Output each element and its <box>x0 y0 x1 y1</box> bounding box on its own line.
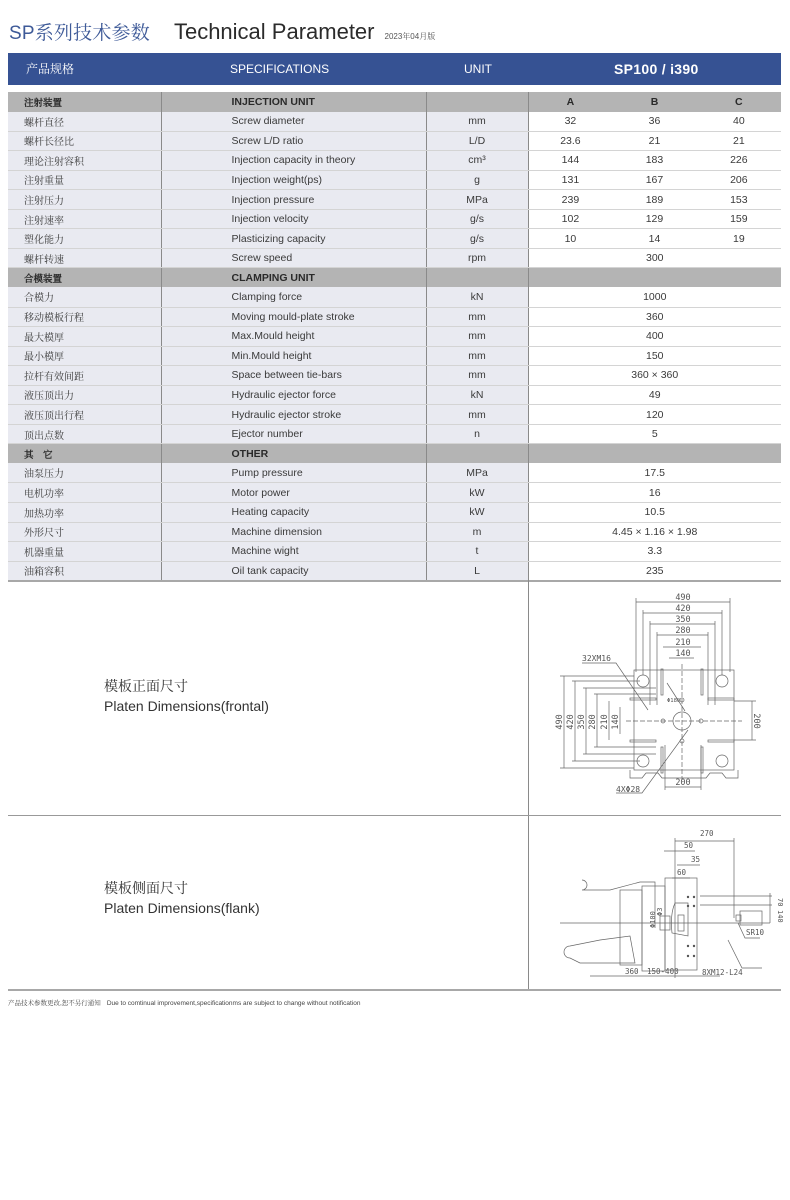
table-row: 加热功率 Heating capacity kW 10.5 <box>8 502 781 522</box>
frontal-diagram-label: 模板正面尺寸 Platen Dimensions(frontal) <box>104 678 269 714</box>
svg-text:270: 270 <box>700 829 714 838</box>
svg-text:210: 210 <box>675 638 691 648</box>
table-row: 移动模板行程 Moving mould-plate stroke mm 360 <box>8 307 781 327</box>
svg-text:70: 70 <box>776 898 784 907</box>
title-english: Technical Parameter <box>173 19 375 44</box>
version-label: 2023年04月版 <box>384 32 436 41</box>
svg-text:140: 140 <box>611 714 621 730</box>
table-row: 螺杆转速 Screw speed rpm 300 <box>8 248 781 268</box>
table-row: 外形尺寸 Machine dimension m 4.45 × 1.16 × 1.98 <box>8 522 781 542</box>
platen-frontal-drawing <box>530 580 788 812</box>
svg-text:490: 490 <box>555 714 565 730</box>
svg-text:200: 200 <box>751 713 761 729</box>
table-row: 最小模厚 Min.Mould height mm 150 <box>8 346 781 366</box>
svg-text:Φ180: Φ180 <box>667 698 681 704</box>
header-col-unit: UNIT <box>464 62 492 76</box>
svg-text:32XM16: 32XM16 <box>582 654 611 663</box>
table-row: 拉杆有效间距 Space between tie-bars mm 360 × 360 <box>8 366 781 386</box>
header-model: SP100 / i390 <box>614 61 699 77</box>
svg-text:35: 35 <box>691 855 701 864</box>
diagram-bottom-rule <box>8 989 781 991</box>
table-row: 电机功率 Motor power kW 16 <box>8 483 781 503</box>
variant-a: A <box>528 92 612 112</box>
table-row: 螺杆长径比 Screw L/D ratio L/D 23.6 21 21 <box>8 131 781 151</box>
svg-text:8XM12-L24: 8XM12-L24 <box>702 968 743 977</box>
svg-text:200: 200 <box>675 778 691 788</box>
page-title <box>9 18 435 48</box>
table-row: 注射速率 Injection velocity g/s 102 129 159 <box>8 209 781 229</box>
title-chinese: SP系列技术参数 <box>9 23 150 44</box>
header-col-spec: SPECIFICATIONS <box>230 62 330 76</box>
svg-text:140: 140 <box>776 910 784 923</box>
svg-text:420: 420 <box>675 604 691 614</box>
section-header-other: 其 它 OTHER <box>8 444 781 464</box>
variant-b: B <box>612 92 696 112</box>
table-row: 注射重量 Injection weight(ps) g 131 167 206 <box>8 170 781 190</box>
flank-diagram-label: 模板侧面尺寸 Platen Dimensions(flank) <box>104 880 260 916</box>
svg-text:140: 140 <box>675 649 691 659</box>
svg-text:420: 420 <box>566 714 576 730</box>
svg-text:60: 60 <box>677 868 687 877</box>
svg-text:150-400: 150-400 <box>647 967 679 976</box>
svg-text:360: 360 <box>625 967 639 976</box>
diagram-divider-horizontal <box>8 815 781 816</box>
svg-text:210: 210 <box>600 714 610 730</box>
svg-text:280: 280 <box>675 626 691 636</box>
table-row: 理论注射容积 Injection capacity in theory cm³ 144 183 226 <box>8 151 781 171</box>
table-row: 顶出点数 Ejector number n 5 <box>8 424 781 444</box>
footnote: 产品技术参数更改,恕不另行通知 Due to comtinual improvement,specificationms are subject to change without notification <box>8 1000 361 1007</box>
section-header-clamping: 合模装置 CLAMPING UNIT <box>8 268 781 288</box>
table-row: 注射压力 Injection pressure MPa 239 189 153 <box>8 190 781 210</box>
svg-text:280: 280 <box>588 714 598 730</box>
table-row: 合模力 Clamping force kN 1000 <box>8 287 781 307</box>
table-row: 机器重量 Machine wight t 3.3 <box>8 542 781 562</box>
section-header-injection: 注射装置 INJECTION UNIT A B C <box>8 92 781 112</box>
platen-flank-drawing <box>560 818 785 988</box>
table-row: 最大模厚 Max.Mould height mm 400 <box>8 327 781 347</box>
svg-text:4XΦ28: 4XΦ28 <box>616 785 641 794</box>
table-row: 液压顶出行程 Hydraulic ejector stroke mm 120 <box>8 405 781 425</box>
svg-text:SR10: SR10 <box>746 928 765 937</box>
svg-text:350: 350 <box>577 714 587 730</box>
svg-text:Φ3: Φ3 <box>656 907 664 916</box>
table-header-bar <box>8 53 781 85</box>
svg-text:350: 350 <box>675 615 691 625</box>
svg-text:Φ100: Φ100 <box>649 911 657 928</box>
table-row: 油泵压力 Pump pressure MPa 17.5 <box>8 463 781 483</box>
svg-text:490: 490 <box>675 593 691 603</box>
header-col-cn: 产品规格 <box>26 62 75 76</box>
variant-c: C <box>697 92 781 112</box>
svg-text:50: 50 <box>684 841 694 850</box>
table-row: 塑化能力 Plasticizing capacity g/s 10 14 19 <box>8 229 781 249</box>
table-row: 螺杆直径 Screw diameter mm 32 36 40 <box>8 112 781 132</box>
table-row: 液压顶出力 Hydraulic ejector force kN 49 <box>8 385 781 405</box>
spec-table <box>8 92 781 582</box>
table-row: 油箱容积 Oil tank capacity L 235 <box>8 561 781 581</box>
diagram-divider-vertical <box>528 578 529 990</box>
